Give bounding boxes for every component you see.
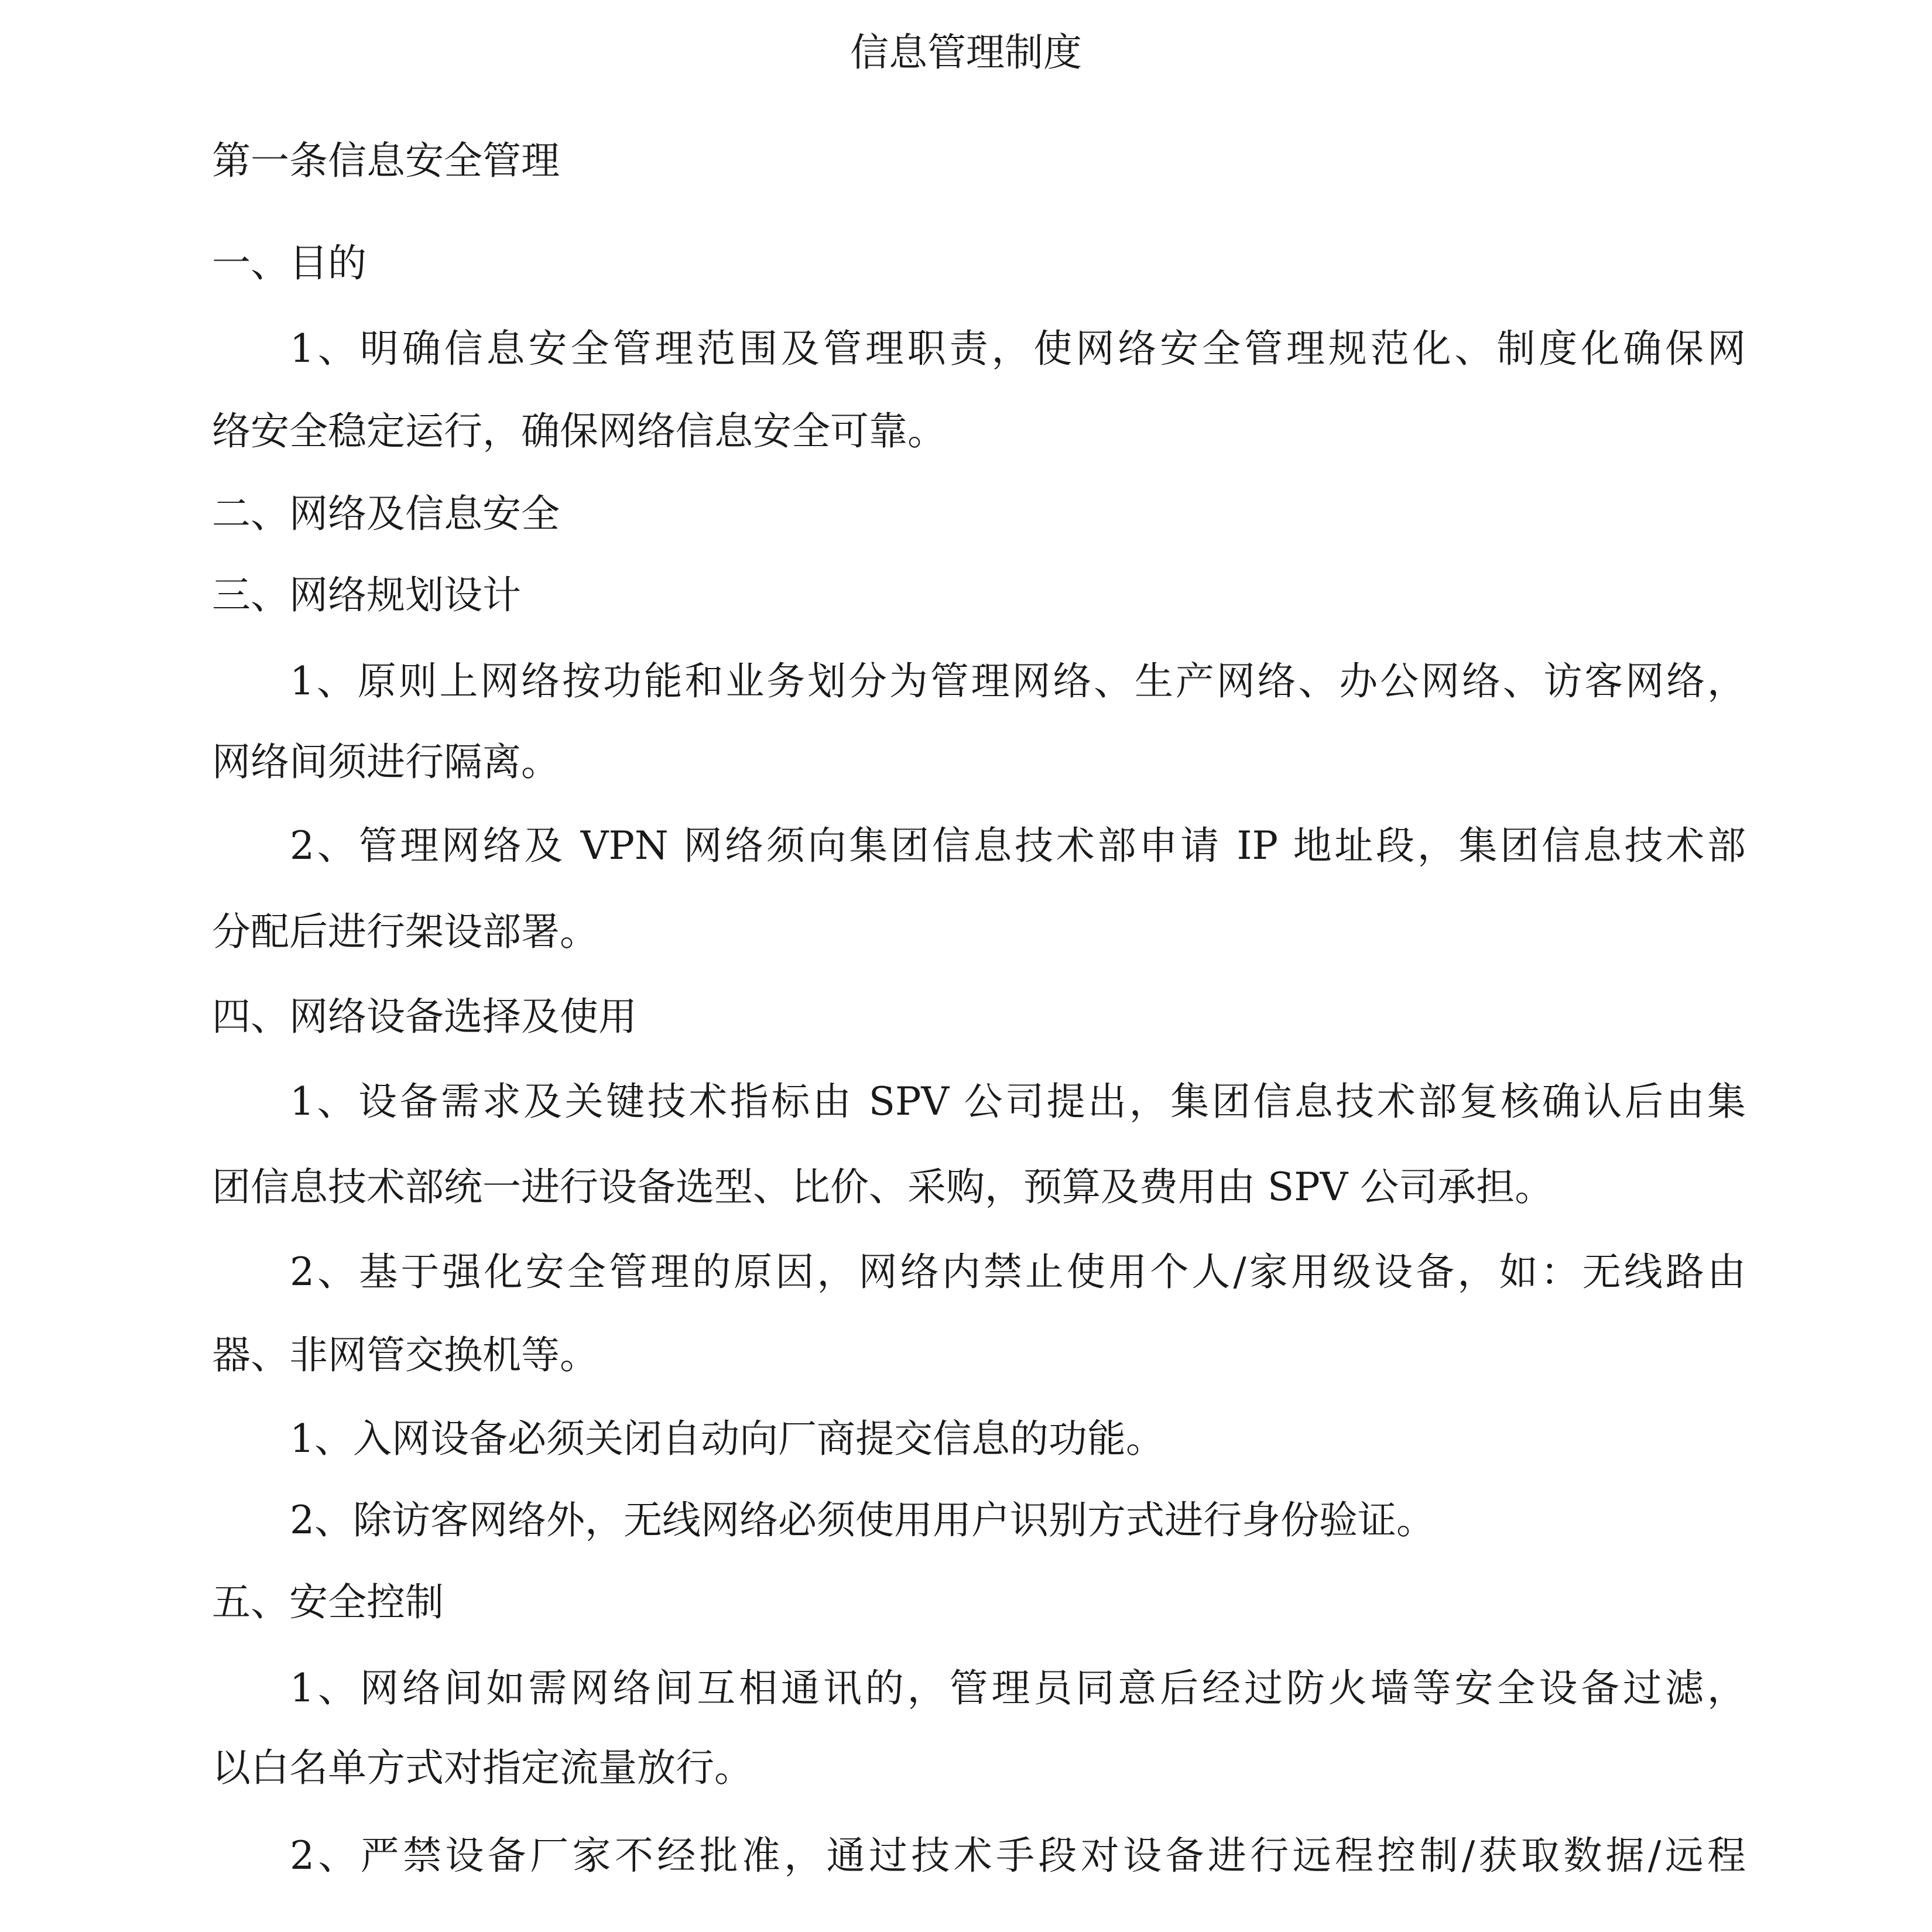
paragraph-line: 1、设备需求及关键技术指标由 SPV 公司提出，集团信息技术部复核确认后由集 bbox=[290, 1079, 1746, 1124]
section-heading-device-selection: 四、网络设备选择及使用 bbox=[212, 994, 637, 1039]
document-title: 信息管理制度 bbox=[850, 30, 1082, 75]
section-heading-security-control: 五、安全控制 bbox=[212, 1580, 444, 1625]
paragraph-line: 2、除访客网络外，无线网络必须使用用户识别方式进行身份验证。 bbox=[290, 1498, 1435, 1543]
paragraph-line: 2、管理网络及 VPN 网络须向集团信息技术部申请 IP 地址段，集团信息技术部 bbox=[290, 823, 1746, 868]
paragraph-line: 以白名单方式对指定流量放行。 bbox=[212, 1745, 753, 1790]
paragraph-line: 分配后进行架设部署。 bbox=[212, 909, 598, 954]
paragraph-line: 器、非网管交换机等。 bbox=[212, 1332, 598, 1378]
paragraph-line: 2、基于强化安全管理的原因，网络内禁止使用个人/家用级设备，如：无线路由 bbox=[290, 1249, 1746, 1294]
section-heading-network-planning: 三、网络规划设计 bbox=[212, 573, 521, 618]
section-heading-purpose: 一、目的 bbox=[212, 241, 366, 286]
paragraph-line: 1、原则上网络按功能和业务划分为管理网络、生产网络、办公网络、访客网络， bbox=[290, 659, 1746, 704]
paragraph-line: 1、网络间如需网络间互相通讯的，管理员同意后经过防火墙等安全设备过滤， bbox=[290, 1666, 1746, 1711]
paragraph-line: 2、严禁设备厂家不经批准，通过技术手段对设备进行远程控制/获取数据/远程 bbox=[290, 1833, 1746, 1878]
paragraph-line: 网络间须进行隔离。 bbox=[212, 739, 560, 785]
paragraph-line: 团信息技术部统一进行设备选型、比价、采购，预算及费用由 SPV 公司承担。 bbox=[212, 1164, 1554, 1210]
paragraph-line: 络安全稳定运行，确保网络信息安全可靠。 bbox=[212, 409, 946, 454]
paragraph-line: 1、明确信息安全管理范围及管理职责，使网络安全管理规范化、制度化确保网 bbox=[290, 326, 1746, 371]
article-heading: 第一条信息安全管理 bbox=[212, 138, 560, 183]
section-heading-network-security: 二、网络及信息安全 bbox=[212, 491, 560, 536]
paragraph-line: 1、入网设备必须关闭自动向厂商提交信息的功能。 bbox=[290, 1416, 1164, 1461]
